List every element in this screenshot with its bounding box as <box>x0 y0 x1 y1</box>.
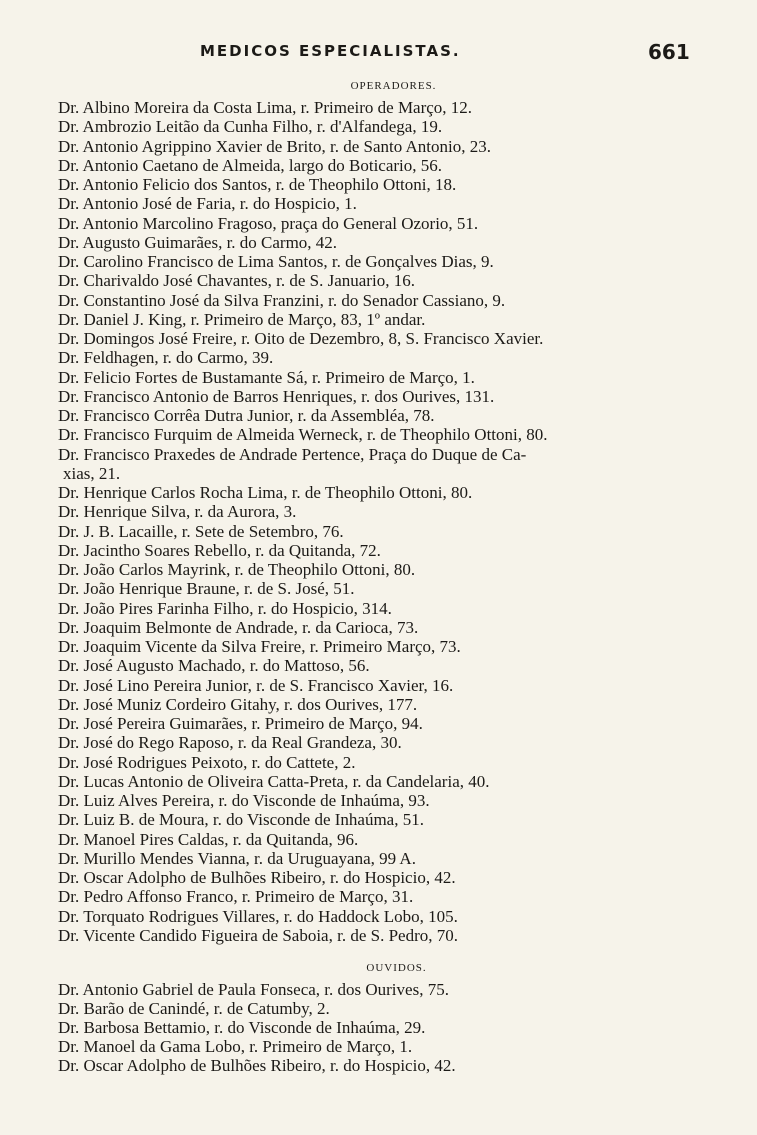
list-item: Dr. Murillo Mendes Vianna, r. da Uruguayana, 99 A. <box>58 848 416 868</box>
list-item: Dr. João Henrique Braune, r. de S. José, 51. <box>58 579 355 599</box>
list-item: Dr. Barbosa Bettamio, r. do Visconde de Inhaúma, 29. <box>58 1018 426 1037</box>
list-item: Dr. Vicente Candido Figueira de Saboia, r. de S. Pedro, 70. <box>58 925 458 945</box>
list-item: Dr. Luiz Alves Pereira, r. do Visconde de Inhaúma, 93. <box>58 791 430 810</box>
list-item: Dr. Ambrozio Leitão da Cunha Filho, r. d'Alfandega, 19. <box>58 117 443 137</box>
list-item: Dr. José Pereira Guimarães, r. Primeiro de Março, 94. <box>58 714 423 733</box>
list-item: Dr. Oscar Adolpho de Bulhões Ribeiro, r. do Hospicio, 42. <box>58 868 456 887</box>
list-item: Dr. Antonio José de Faria, r. do Hospicio, 1. <box>58 194 357 214</box>
list-item: Dr. Francisco Praxedes de Andrade Pertence, Praça do Duque de Ca- <box>58 444 527 464</box>
list-item: Dr. Joaquim Vicente da Silva Freire, r. Primeiro Março, 73. <box>58 637 461 656</box>
list-item: Dr. Domingos José Freire, r. Oito de Dezembro, 8, S. Francisco Xavier. <box>58 329 544 348</box>
list-item: Dr. Antonio Agrippino Xavier de Brito, r. de Santo Antonio, 23. <box>58 136 492 156</box>
list-item: Dr. Carolino Francisco de Lima Santos, r. de Gonçalves Dias, 9. <box>58 252 494 271</box>
list-item: Dr. Pedro Affonso Franco, r. Primeiro de Março, 31. <box>58 887 414 907</box>
list-item: Dr. Antonio Gabriel de Paula Fonseca, r. dos Ourives, 75. <box>58 980 449 999</box>
list-item: Dr. Francisco Furquim de Almeida Werneck, r. de Theophilo Ottoni, 80. <box>58 425 548 445</box>
section-title-ouvidos: OUVIDOS. <box>366 962 427 974</box>
list-item: Dr. Barão de Canindé, r. de Catumby, 2. <box>58 999 330 1018</box>
list-item: Dr. Manoel Pires Caldas, r. da Quitanda, 96. <box>58 829 359 849</box>
list-item: Dr. Charivaldo José Chavantes, r. de S. Januario, 16. <box>58 271 415 291</box>
list-item: Dr. José Lino Pereira Junior, r. de S. Francisco Xavier, 16. <box>58 675 454 695</box>
list-item: Dr. José do Rego Raposo, r. da Real Grandeza, 30. <box>58 733 402 753</box>
list-item: Dr. Jacintho Soares Rebello, r. da Quitanda, 72. <box>58 540 381 560</box>
list-item: Dr. Felicio Fortes de Bustamante Sá, r. Primeiro de Março, 1. <box>58 367 475 387</box>
list-item: Dr. Joaquim Belmonte de Andrade, r. da Carioca, 73. <box>58 617 419 637</box>
list-item: Dr. Henrique Silva, r. da Aurora, 3. <box>58 502 297 522</box>
list-item: Dr. Augusto Guimarães, r. do Carmo, 42. <box>58 232 338 252</box>
list-item: Dr. Daniel J. King, r. Primeiro de Março, 83, 1º andar. <box>58 309 426 329</box>
page-header <box>0 40 757 66</box>
list-item: Dr. Manoel da Gama Lobo, r. Primeiro de Março, 1. <box>58 1037 413 1056</box>
list-item: xias, 21. <box>63 463 121 483</box>
list-item: Dr. Francisco Corrêa Dutra Junior, r. da Assembléa, 78. <box>58 406 435 425</box>
list-item: Dr. Antonio Felicio dos Santos, r. de Theophilo Ottoni, 18. <box>58 175 457 194</box>
page-number: 661 <box>648 40 690 64</box>
list-item: Dr. João Carlos Mayrink, r. de Theophilo Ottoni, 80. <box>58 560 416 579</box>
list-item: Dr. José Rodrigues Peixoto, r. do Cattete, 2. <box>58 752 356 772</box>
list-item: Dr. Antonio Marcolino Fragoso, praça do General Ozorio, 51. <box>58 213 479 233</box>
list-item: Dr. Luiz B. de Moura, r. do Visconde de Inhaúma, 51. <box>58 810 424 830</box>
list-item: Dr. Francisco Antonio de Barros Henriques, r. dos Ourives, 131. <box>58 386 495 406</box>
running-head: MEDICOS ESPECIALISTAS. <box>200 42 461 60</box>
list-item: Dr. Oscar Adolpho de Bulhões Ribeiro, r. do Hospicio, 42. <box>58 1056 456 1075</box>
list-item: Dr. Albino Moreira da Costa Lima, r. Primeiro de Março, 12. <box>58 98 473 117</box>
list-item: Dr. J. B. Lacaille, r. Sete de Setembro, 76. <box>58 521 344 541</box>
list-item: Dr. Lucas Antonio de Oliveira Catta-Preta, r. da Candelaria, 40. <box>58 771 490 791</box>
list-item: Dr. Constantino José da Silva Franzini, r. do Senador Cassiano, 9. <box>58 290 506 310</box>
section-title-operadores: OPERADORES. <box>350 80 437 92</box>
list-item: Dr. João Pires Farinha Filho, r. do Hospicio, 314. <box>58 598 392 618</box>
list-item: Dr. Feldhagen, r. do Carmo, 39. <box>58 348 274 368</box>
list-item: Dr. José Muniz Cordeiro Gitahy, r. dos Ourives, 177. <box>58 694 418 714</box>
list-item: Dr. Torquato Rodrigues Villares, r. do Haddock Lobo, 105. <box>58 906 458 926</box>
list-item: Dr. Henrique Carlos Rocha Lima, r. de Theophilo Ottoni, 80. <box>58 483 473 502</box>
list-item: Dr. José Augusto Machado, r. do Mattoso, 56. <box>58 656 370 676</box>
list-item: Dr. Antonio Caetano de Almeida, largo do Boticario, 56. <box>58 155 443 175</box>
